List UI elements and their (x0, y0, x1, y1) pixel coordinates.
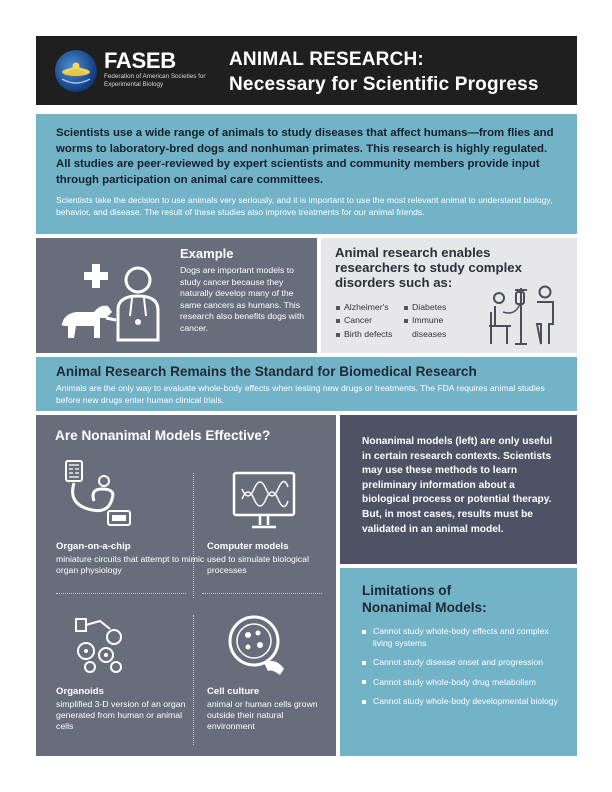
list-item: Alzheimer's (336, 301, 392, 314)
limitations-heading: Limitations of Nonanimal Models: (362, 583, 487, 615)
logo-subtitle: Federation of American Societies for Experimental Biology (104, 73, 206, 88)
organoids-icon (70, 615, 130, 675)
cell-culture-card (207, 686, 327, 732)
grid-divider (56, 593, 186, 594)
faseb-logo (54, 46, 214, 96)
computer-models-card (207, 541, 327, 576)
logo-wordmark: FASEB (104, 48, 176, 73)
intro-section (36, 114, 577, 234)
organ-on-a-chip-icon (58, 455, 138, 535)
example-section (36, 238, 317, 353)
list-item: Cannot study disease onset and progression (362, 657, 567, 669)
page-title-line1: ANIMAL RESEARCH: (229, 49, 424, 70)
faseb-seal-icon (54, 49, 98, 93)
disorders-section (321, 238, 577, 353)
model-desc: simplified 3-D version of an organ generated from human or animal cells (56, 699, 186, 731)
grid-divider (202, 593, 322, 594)
list-item: Cannot study whole-body drug metabolism (362, 677, 567, 689)
standard-text: Animals are the only way to evaluate whole-body effects when testing new drugs or treatments. The FDA requires animal studies before new drugs enter human clinical trials. (56, 383, 545, 405)
header-banner (36, 36, 577, 105)
computer-monitor-icon (232, 471, 296, 533)
vet-and-dog-icon (54, 260, 174, 350)
example-heading: Example (180, 246, 234, 261)
petri-dish-icon (224, 613, 290, 679)
models-heading: Are Nonanimal Models Effective? (55, 428, 271, 443)
list-item: Cannot study whole-body effects and complex living systems (362, 626, 567, 649)
model-desc: animal or human cells grown outside their natural environment (207, 699, 318, 731)
standard-section (36, 357, 577, 411)
limitations-section (340, 568, 577, 756)
model-desc: miniature circuits that attempt to mimic organ physiology (56, 554, 205, 575)
grid-divider (193, 473, 194, 598)
disorders-heading: Animal research enables researchers to study complex disorders such as: (335, 245, 522, 290)
model-desc: used to simulate biological processes (207, 554, 309, 575)
list-item: Birth defects (336, 328, 392, 341)
organoids-card (56, 686, 196, 732)
page-title-line2: Necessary for Scientific Progress (229, 74, 539, 95)
usefulness-text: Nonanimal models (left) are only useful in certain research contexts. Scientists may use these methods to learn preliminary information about a biological process or potential therapy. But, in most cases, results must be validated in an animal model. (362, 436, 553, 535)
disorders-list-col2 (404, 301, 464, 341)
intro-lead: Scientists use a wide range of animals to study diseases that affect humans—from flies and worms to laboratory-bred dogs and nonhuman primates. This research is highly regulated. All studies are peer-reviewed by expert scientists and community members provide input through participation on animal care committees. (56, 127, 554, 186)
patient-iv-icon (485, 282, 565, 348)
model-title: Computer models (207, 541, 289, 552)
organ-on-a-chip-card (56, 541, 216, 576)
limitations-list (362, 626, 567, 716)
list-item: Cancer (336, 314, 392, 327)
list-item: Cannot study whole-body developmental biology (362, 696, 567, 708)
standard-heading: Animal Research Remains the Standard for Biomedical Research (56, 364, 477, 379)
nonanimal-usefulness-section (340, 415, 577, 564)
model-title: Organ-on-a-chip (56, 541, 131, 552)
nonanimal-models-section (36, 415, 336, 756)
list-item: Immune diseases (404, 314, 464, 341)
disorders-list-col1 (336, 301, 392, 341)
model-title: Organoids (56, 686, 104, 697)
example-text: Dogs are important models to study cancer because they naturally develop many of the same cancers as humans. This research also benefits dogs with cancer. (180, 265, 305, 333)
model-title: Cell culture (207, 686, 260, 697)
list-item: Diabetes (404, 301, 464, 314)
intro-body: Scientists take the decision to use animals very seriously, and it is important to use the most relevant animal to understand biology, behavior, and disease. The result of these studies also improve treatments for our animal friends. (56, 195, 553, 217)
